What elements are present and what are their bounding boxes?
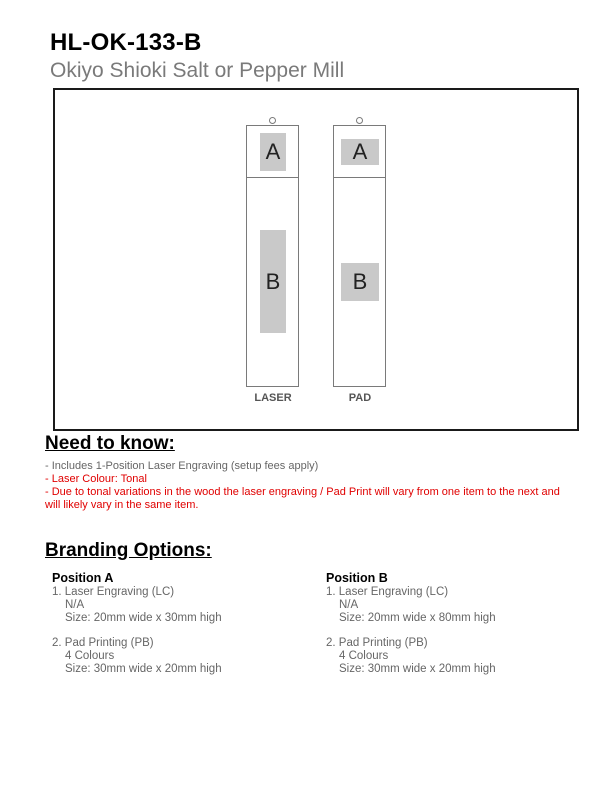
position-b-title: Position B (326, 571, 388, 585)
position-a-option-2 (52, 637, 302, 676)
print-area-b-laser: B (260, 230, 286, 333)
product-label-pad: PAD (348, 392, 372, 404)
position-a-block (52, 571, 302, 676)
hanging-loop-icon (269, 117, 276, 124)
position-b-block (326, 571, 576, 676)
option-size: Size: 30mm wide x 20mm high (339, 663, 496, 675)
product-code: HL-OK-133-B (50, 29, 202, 56)
position-b-option-1 (326, 586, 576, 625)
option-name: 2. Pad Printing (PB) (52, 637, 154, 649)
branding-diagram (53, 88, 579, 431)
position-a-option-1 (52, 586, 302, 625)
option-colours: 4 Colours (65, 650, 115, 662)
position-a-title: Position A (52, 571, 114, 585)
note-laser-colour: - Laser Colour: Tonal (45, 473, 147, 485)
print-area-a-laser: A (260, 133, 286, 171)
option-name: 2. Pad Printing (PB) (326, 637, 428, 649)
option-size: Size: 20mm wide x 30mm high (65, 612, 222, 624)
option-colours: N/A (65, 599, 85, 611)
product-label-laser: LASER (254, 392, 292, 404)
note-tonal-variation: - Due to tonal variations in the wood the laser engraving / Pad Print will vary from one item to the next and will likely vary in the same item. (45, 486, 560, 511)
product-divider (334, 177, 385, 178)
option-name: 1. Laser Engraving (LC) (52, 586, 175, 598)
need-to-know-heading: Need to know: (45, 433, 175, 454)
product-outline-laser (246, 125, 299, 387)
print-area-a-pad: A (341, 139, 379, 165)
option-size: Size: 20mm wide x 80mm high (339, 612, 496, 624)
hanging-loop-icon (356, 117, 363, 124)
product-divider (247, 177, 298, 178)
position-b-option-2 (326, 637, 576, 676)
print-area-b-pad: B (341, 263, 379, 301)
product-name: Okiyo Shioki Salt or Pepper Mill (50, 59, 345, 82)
branding-options-heading: Branding Options: (45, 540, 212, 561)
option-colours: 4 Colours (339, 650, 389, 662)
option-size: Size: 30mm wide x 20mm high (65, 663, 222, 675)
product-outline-pad (333, 125, 386, 387)
note-laser-included: - Includes 1-Position Laser Engraving (setup fees apply) (45, 460, 319, 472)
option-colours: N/A (339, 599, 359, 611)
option-name: 1. Laser Engraving (LC) (326, 586, 449, 598)
